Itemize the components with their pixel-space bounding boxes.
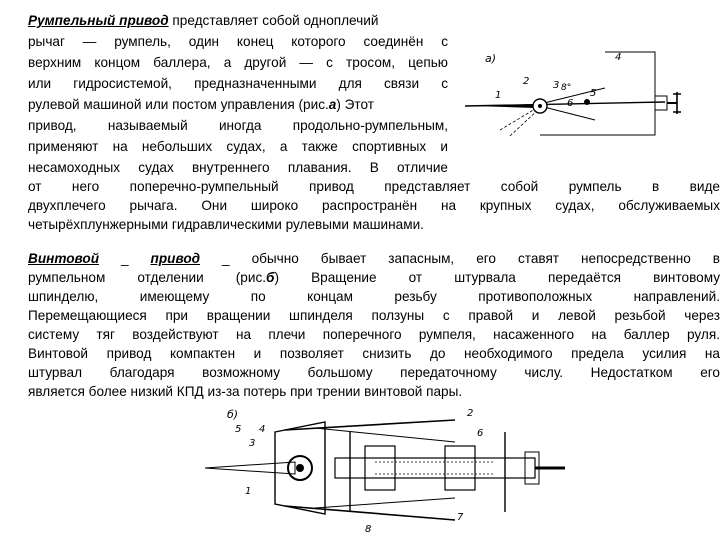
term-screw: Винтовой xyxy=(28,251,100,266)
figure-b-screw-drive xyxy=(205,402,570,538)
figure-ref-a: а xyxy=(328,97,337,112)
label-6: 6 xyxy=(567,98,574,109)
para1-line9: от него поперечно-румпельный привод представляет собой румпель в виде xyxy=(28,179,720,194)
stock-center xyxy=(296,464,304,472)
para1-line3: верхним концом баллера, а другой — с тросом, цепью xyxy=(28,55,448,70)
para1-line7: применяют на небольших судах, а также спортивных и xyxy=(28,139,448,154)
slider-right xyxy=(445,446,475,490)
label-2: 2 xyxy=(523,76,530,87)
text: ) Вращение от штурвала передаётся винтовому xyxy=(274,270,720,285)
para1-line1 xyxy=(28,12,378,30)
wheel-box xyxy=(655,96,667,110)
para2-line4: Перемещающиеся при вращении шпинделя ползуны с правой и левой резьбой через xyxy=(28,308,720,323)
para1-line10: двухплечего рычага. Они широко распространён на крупных судах, обслуживаемых xyxy=(28,198,720,213)
para2-line2 xyxy=(28,269,720,287)
para1-line8: несамоходных судах внутреннего плавания. В отличие xyxy=(28,160,448,175)
stock-center xyxy=(538,104,542,108)
label-5: 5 xyxy=(590,88,597,99)
text: _ xyxy=(99,251,151,266)
para2-line1 xyxy=(28,250,720,268)
figure-ref-b: б xyxy=(266,270,275,285)
rope-line xyxy=(540,52,655,135)
text: представляет собой одноплечий xyxy=(172,13,379,28)
text: ) Этот xyxy=(336,97,374,112)
rudder-blade xyxy=(205,462,295,474)
figure-a-tiller-drive xyxy=(455,40,705,168)
term-drive: привод xyxy=(150,251,201,266)
para1-line4: или гидросистемой, предназначенными для связи с xyxy=(28,76,448,91)
term-tiller-drive: Румпельный привод xyxy=(28,13,169,28)
text: румпельном отделении (рис. xyxy=(28,270,267,285)
label-3: 3 xyxy=(249,438,256,449)
slider-left xyxy=(365,446,395,490)
text: рулевой машиной или постом управления (рис. xyxy=(28,97,329,112)
label-5: 5 xyxy=(235,424,242,435)
label-7: 7 xyxy=(457,512,464,523)
para2-line3: шпинделю, имеющему по концам резьбу противоположных направлений. xyxy=(28,289,720,304)
label-1: 1 xyxy=(245,486,252,497)
text: обычно бывает запасным, его ставят непосредственно в xyxy=(251,251,720,266)
label-2: 2 xyxy=(467,408,474,419)
label-8: 8 xyxy=(365,524,372,535)
text: _ xyxy=(200,251,252,266)
spindle-thread xyxy=(375,462,495,474)
figure-b-label: б) xyxy=(227,408,239,421)
para1-line5 xyxy=(28,96,374,114)
label-6: 6 xyxy=(477,428,484,439)
label-3: 3 xyxy=(553,80,560,91)
para2-line5: систему тяг воздействуют на плечи поперечного румпеля, насаженного на баллер руля. xyxy=(28,327,720,342)
tie-rods xyxy=(285,420,455,520)
label-1: 1 xyxy=(495,90,502,101)
label-4: 4 xyxy=(615,52,622,63)
para1-line11: четырёхплунжерными гидравлическими рулевыми машинами. xyxy=(28,217,424,232)
label-4: 4 xyxy=(259,424,266,435)
pivot-dot xyxy=(584,99,590,105)
tie-rods-inner xyxy=(315,428,455,508)
para2-line8: является более низкий КПД из-за потерь при трении винтовой пары. xyxy=(28,384,463,399)
para1-line6: привод, называемый иногда продольно-румпельным, xyxy=(28,118,448,133)
para1-line2: рычаг — румпель, один конец которого соединён с xyxy=(28,34,448,49)
para2-line6: Винтовой привод компактен и позволяет снизить до необходимого предела усилия на xyxy=(28,346,720,361)
angle-label: 8° xyxy=(561,83,572,93)
para2-line7: штурвал благодаря возможному большому передаточному числу. Недостатком его xyxy=(28,365,720,380)
figure-a-label: а) xyxy=(485,52,497,65)
